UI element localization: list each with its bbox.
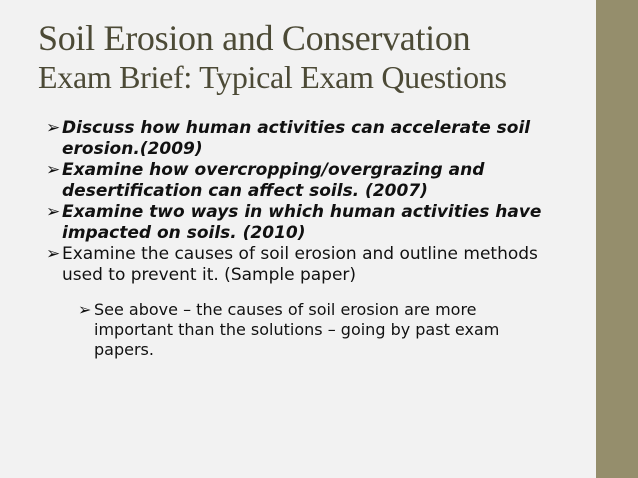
bullet-item <box>46 244 546 286</box>
bullet-list <box>46 118 546 360</box>
bullet-item <box>46 160 546 202</box>
slide-subtitle: Exam Brief: Typical Exam Questions <box>38 59 507 95</box>
bullet-item <box>46 118 546 160</box>
title-block <box>38 16 598 94</box>
sub-bullet-text: See above – the causes of soil erosion are more important than the solutions – going by past exam papers. <box>94 300 500 359</box>
bullet-text: Examine the causes of soil erosion and outline methods used to prevent it. (Sample paper) <box>62 244 538 285</box>
bullet-text: Examine two ways in which human activities have impacted on soils. (2010) <box>62 202 542 243</box>
arrow-bullet-icon: ➢ <box>46 202 61 222</box>
arrow-bullet-icon: ➢ <box>46 118 61 138</box>
accent-bar <box>596 0 638 478</box>
bullet-text: Discuss how human activities can accelerate soil erosion.(2009) <box>62 118 531 159</box>
sub-bullet-item <box>78 300 524 360</box>
arrow-bullet-icon: ➢ <box>78 300 92 319</box>
arrow-bullet-icon: ➢ <box>46 244 61 264</box>
slide-title: Soil Erosion and Conservation <box>38 18 471 58</box>
bullet-text: Examine how overcropping/overgrazing and desertification can affect soils. (2007) <box>62 160 485 201</box>
bullet-item <box>46 202 546 244</box>
arrow-bullet-icon: ➢ <box>46 160 61 180</box>
